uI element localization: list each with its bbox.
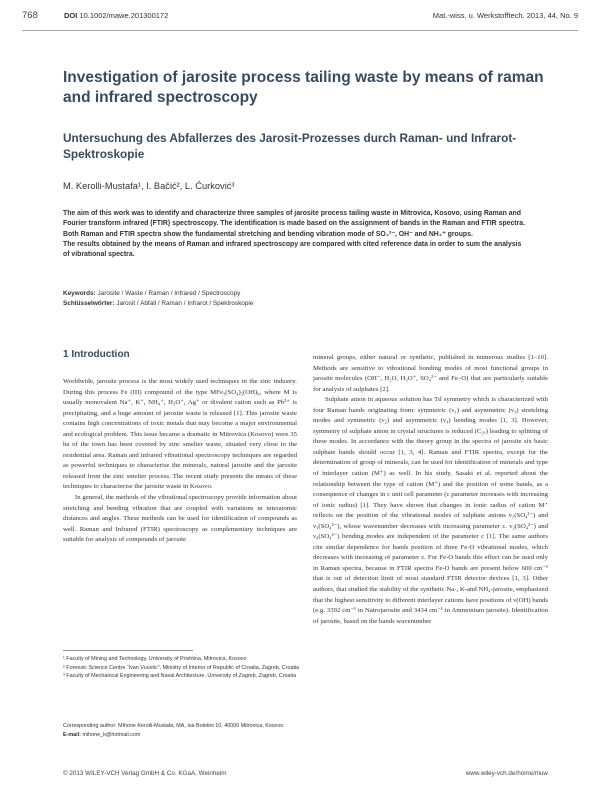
corresponding-author xyxy=(63,722,303,739)
author-list: M. Kerolli-Mustafa¹, I. Bačić², L. Ćurković³ xyxy=(63,181,235,191)
page-number: 768 xyxy=(22,10,38,21)
keywords-line xyxy=(63,289,253,299)
email-link[interactable]: mihone_k@hotmail.com xyxy=(82,731,141,738)
footnote: ¹ Faculty of Mining and Technology, University of Prishtina, Mitrovica, Kosovo xyxy=(63,656,247,662)
footnote: ² Forensic Science Centre “Ivan Vucetic”, Ministry of Interior of Republic of Croatia, Zagreb, Croatia xyxy=(63,664,300,671)
page-footer xyxy=(63,770,548,777)
email-label: E-mail: xyxy=(63,731,81,738)
body-column-left xyxy=(63,377,297,546)
doi-link[interactable]: 10.1002/mawe.201300172 xyxy=(79,11,169,20)
keywords-text: Jarosite / Waste / Raman / Infrared / Spectroscopy xyxy=(97,290,241,297)
doi-line xyxy=(64,11,168,20)
section-heading: 1 Introduction xyxy=(63,349,130,360)
article-title: Investigation of jarosite process tailing waste by means of raman and infrared spectroscopy xyxy=(63,69,544,106)
footnote-rule xyxy=(63,650,193,651)
body-paragraph: mineral groups, either natural or synthetic, published in numerous studies [1–10]. Methods are sensitive to vibrational bonding modes of most functional groups in jarosite molecules (OH⁻, H₂O, H₃O⁺, SO₄²⁻ and Fe–O) that are particularly suitable for analysis of sulphates [2]. xyxy=(313,354,548,393)
email-line xyxy=(63,731,303,740)
body-paragraph: Worldwide, jarosite process is the most widely used techniques in the zinc industry. During this process Fe (III) compound of the type MFe₃(SO₄)₂(OH)₆, where M is usually monovalent Na⁺, K⁺, NH₄⁺, H₃O⁺, Ag⁺ or divalent cation such as Pb²⁺ is precipitating, and a huge amount of jarosite waste is released [1]. This jarosite waste contains high concentrations of toxic metals that may become a major environmental and ecological problem. This issue became a dramatic in Mitrovica (Kosovo) were 35 ha of the town has been covered by zinc smelter waste, situated very close to the residential area. Raman and infrared vibrational spectroscopy techniques are regarded as powerful techniques to characterise the minerals, natural jarosite and the jarosite released from the zinc smelter process. The recent study presents the means of these techniques to characterise the jarosite waste in Kosovo. xyxy=(63,378,297,491)
copyright-notice: © 2013 WILEY-VCH Verlag GmbH & Co. KGaA, Weinheim xyxy=(63,770,227,777)
abstract xyxy=(63,209,528,260)
article-subtitle: Untersuchung des Abfallerzes des Jarosit-Prozesses durch Raman- und Infrarot-Spektroskopie xyxy=(63,131,517,161)
page-header xyxy=(22,10,578,38)
body-column-right xyxy=(313,353,548,627)
abstract-paragraph: The results obtained by the means of Raman and infrared spectroscopy are compared with cited reference data in order to sum the analysis of vibrational spectra. xyxy=(63,240,522,259)
doi-label: DOI xyxy=(64,11,78,20)
keywords-block xyxy=(63,289,253,309)
header-rule xyxy=(22,30,578,31)
abstract-paragraph: The aim of this work was to identify and characterize three samples of jarosite process tailing waste in Mitrovica, Kosovo, using Raman and Fourier transform infrared (FTIR) spectroscopy. The identification is made based on the assignment of bands in the Raman and FTIR spectra. Both Raman and FTIR spectra show the fundamental stretching and bending vibration mode of SO₄²⁻, OH⁻ and NH₄⁺ groups. xyxy=(63,210,526,238)
publisher-url[interactable]: www.wiley-vch.de/home/muw xyxy=(465,770,548,777)
corresponding-author-text: Corresponding author: Mihone Kerolli-Mustafa, MA, Isa Boletini 10, 40000 Mitrovica, Kosovo xyxy=(63,723,284,729)
keywords-label: Keywords: xyxy=(63,290,96,297)
schluesselwoerter-line xyxy=(63,299,253,309)
schluesselwoerter-text: Jarosit / Abfall / Raman / Infrarot / Spektroskopie xyxy=(116,300,254,307)
journal-citation: Mat.-wiss. u. Werkstofftech. 2013, 44, No. 9 xyxy=(432,11,578,20)
footnote: ³ Faculty of Mechanical Engineering and Naval Architecture, University of Zagreb, Zagreb, Croatia xyxy=(63,673,297,680)
body-paragraph: Sulphate anion in aqueous solution has Td symmetry which is characterized with four Raman bands originating from: symmetric (ν₁) and asymmetric (ν₃) stretching modes and symmetric (ν₂) and asymmetric (ν₄) bending modes [1, 3]. However, symmetry of sulphate anion in crystal structures is reduced (C₃ᵥ) leading to splitting of these modes. In accordance with the theory group in the spectra of jarosite six basic sulphate bands should occur [1, 3, 4]. Raman and FTIR spectra, except for the determination of group of minerals, can be used for identification of minerals and type of interlayer cation (M⁺) as well. In his study, Sasaki et al. reported about the relationship between the type of cation (M⁺) and the position of some bands, as a consequence of changes in c unit cell parameter (c parameter increases with increasing of ionic radius) [1]. They have shown that changes in ionic radius of cation M⁺ reflects on the position of the vibrational modes of sulphate anions ν₁(SO₄²⁻) and ν₃(SO₄²⁻), whose wavenumber decreases with increasing parameter c. ν₂(SO₄²⁻) and ν₄(SO₄²⁻) bending modes are independent of the parameter c [1]. The same authors cite similar dependence for bands position of three Fe-O vibrational modes, which decreases with increasing of parameter c. For Fe-O bands this effect can be used only in Raman spectra, because in FTIR spectra Fe-O bands are present below 600 cm⁻¹ that is out of detection limit of most standard FTIR detector devices [1, 3]. Other authors, that studied the stability of the synthetic Na-, K-and NH₄-jarosite, emphasized that the highest sensitivity to different interlayer cations have positions of ν(OH) bands (e.g. 3392 cm⁻¹ in Natrojarosite and 3434 cm⁻¹ in Ammonium jarosite). Identification of jarosite, based on the bands wavenumber xyxy=(313,396,549,625)
schluesselwoerter-label: Schlüsselwörter: xyxy=(63,300,115,307)
affiliation-footnotes xyxy=(63,655,303,681)
body-paragraph: In general, the methods of the vibrational spectroscopy provide information about stretching and bending vibration that are coupled with variations in interatomic distances and angles. These methods can be used for identification of compounds as well. Raman and Infrared (FTIR) spectroscopy as complementary techniques are suitable for analysis of compounds of jarosite xyxy=(63,494,297,544)
